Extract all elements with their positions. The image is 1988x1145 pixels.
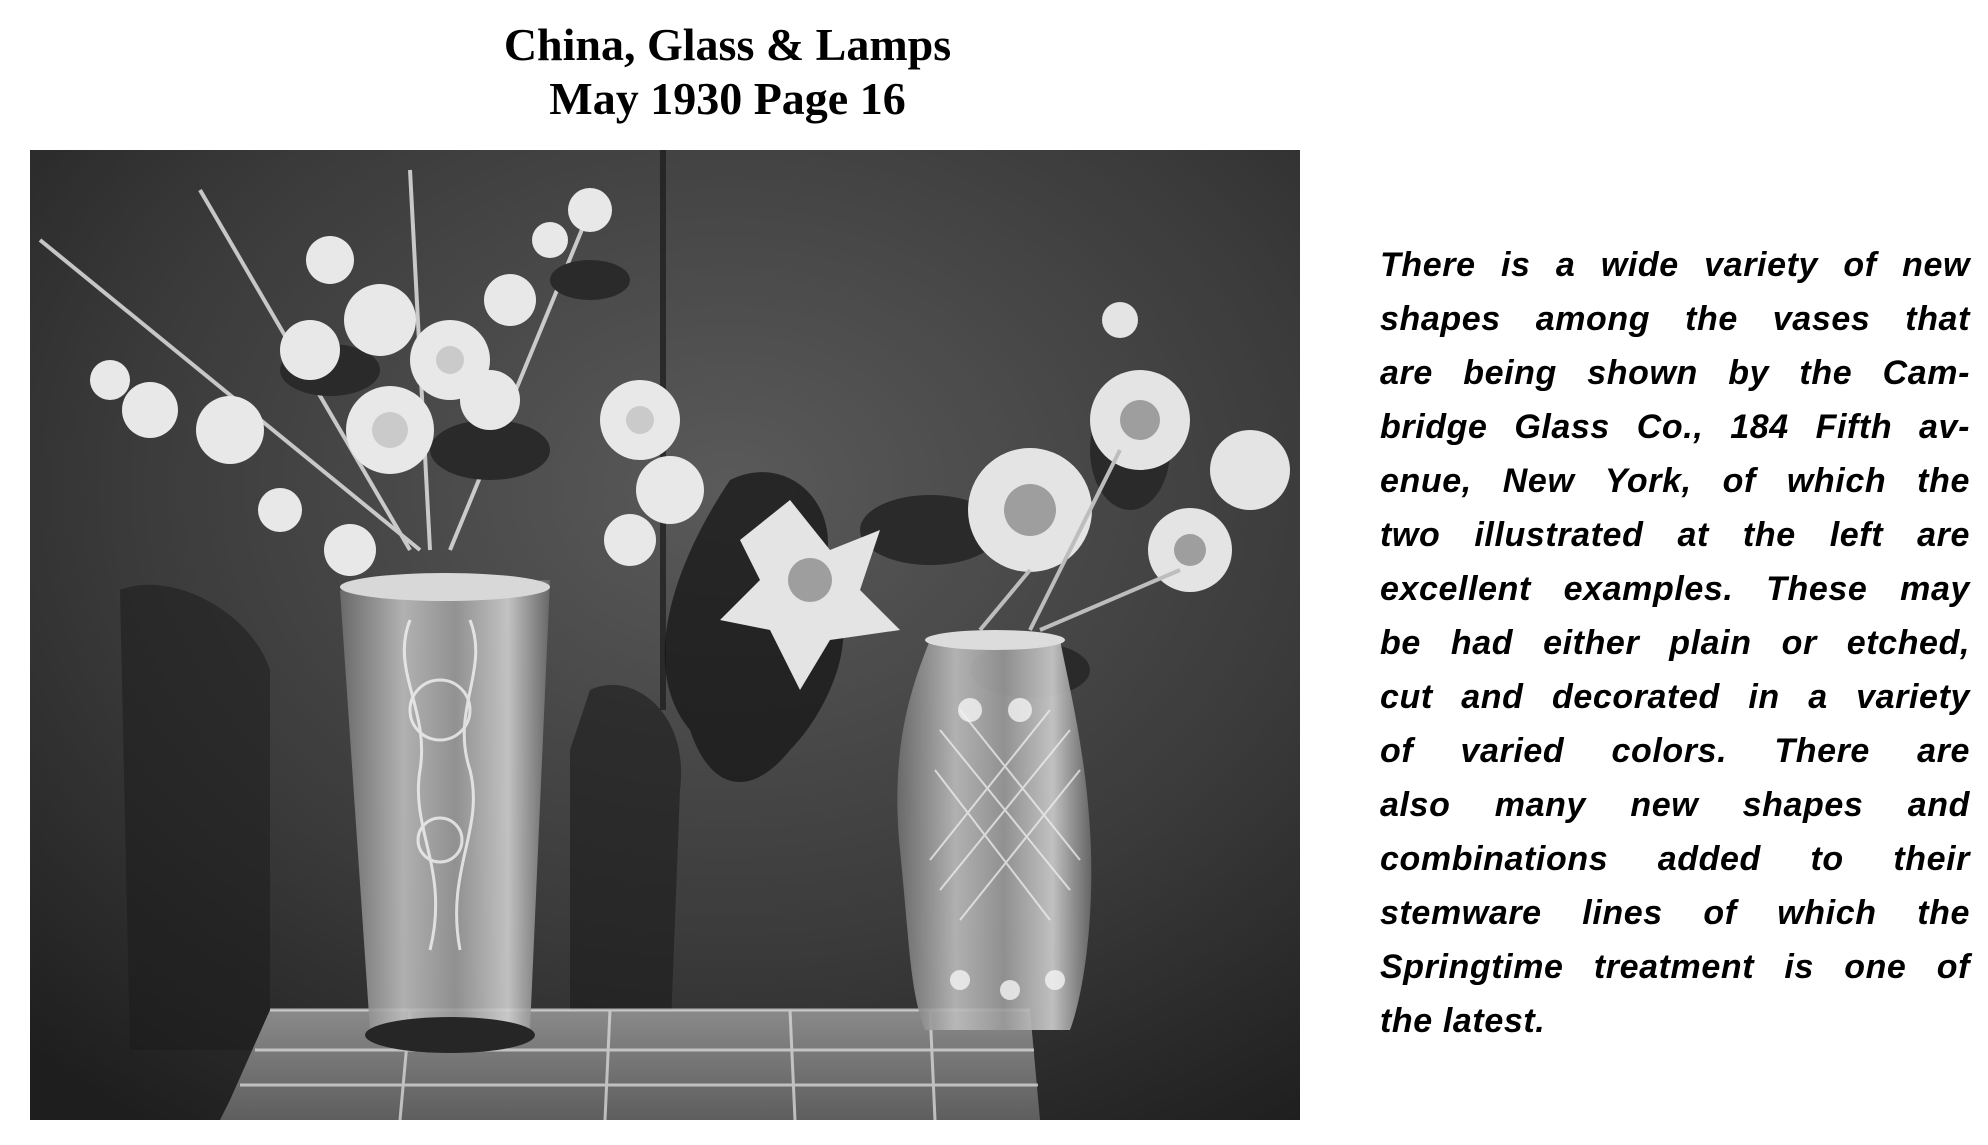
etched-tall-vase (340, 580, 550, 1030)
publication-title: China, Glass & Lamps (503, 19, 952, 70)
caption-line: stemware lines of which the (1380, 894, 1970, 932)
cut-glass-vase (897, 640, 1091, 1030)
vase-photograph (30, 150, 1300, 1120)
caption-line: are being shown by the Cam- (1380, 354, 1970, 392)
caption-line: the latest. (1380, 1002, 1546, 1040)
caption-line: be had either plain or etched, (1380, 624, 1970, 662)
caption-line: also many new shapes and (1380, 786, 1970, 824)
tiled-table (220, 1010, 1040, 1120)
caption-line: bridge Glass Co., 184 Fifth av- (1380, 408, 1970, 446)
caption-line: shapes among the vases that (1380, 300, 1970, 338)
caption-line: Springtime treatment is one of (1380, 948, 1970, 986)
vase-foot (365, 1017, 535, 1053)
page-header (0, 18, 1455, 126)
caption-line: excellent examples. These may (1380, 570, 1970, 608)
caption-line: enue, New York, of which the (1380, 462, 1970, 500)
photo-illustration (30, 150, 1300, 1120)
caption-line: cut and decorated in a variety (1380, 678, 1970, 716)
caption-line: of varied colors. There are (1380, 732, 1970, 770)
issue-line: May 1930 Page 16 (549, 73, 906, 124)
caption-line: two illustrated at the left are (1380, 516, 1970, 554)
article-caption (1380, 238, 1970, 1048)
caption-line: There is a wide variety of new (1380, 246, 1970, 284)
caption-line: combinations added to their (1380, 840, 1970, 878)
